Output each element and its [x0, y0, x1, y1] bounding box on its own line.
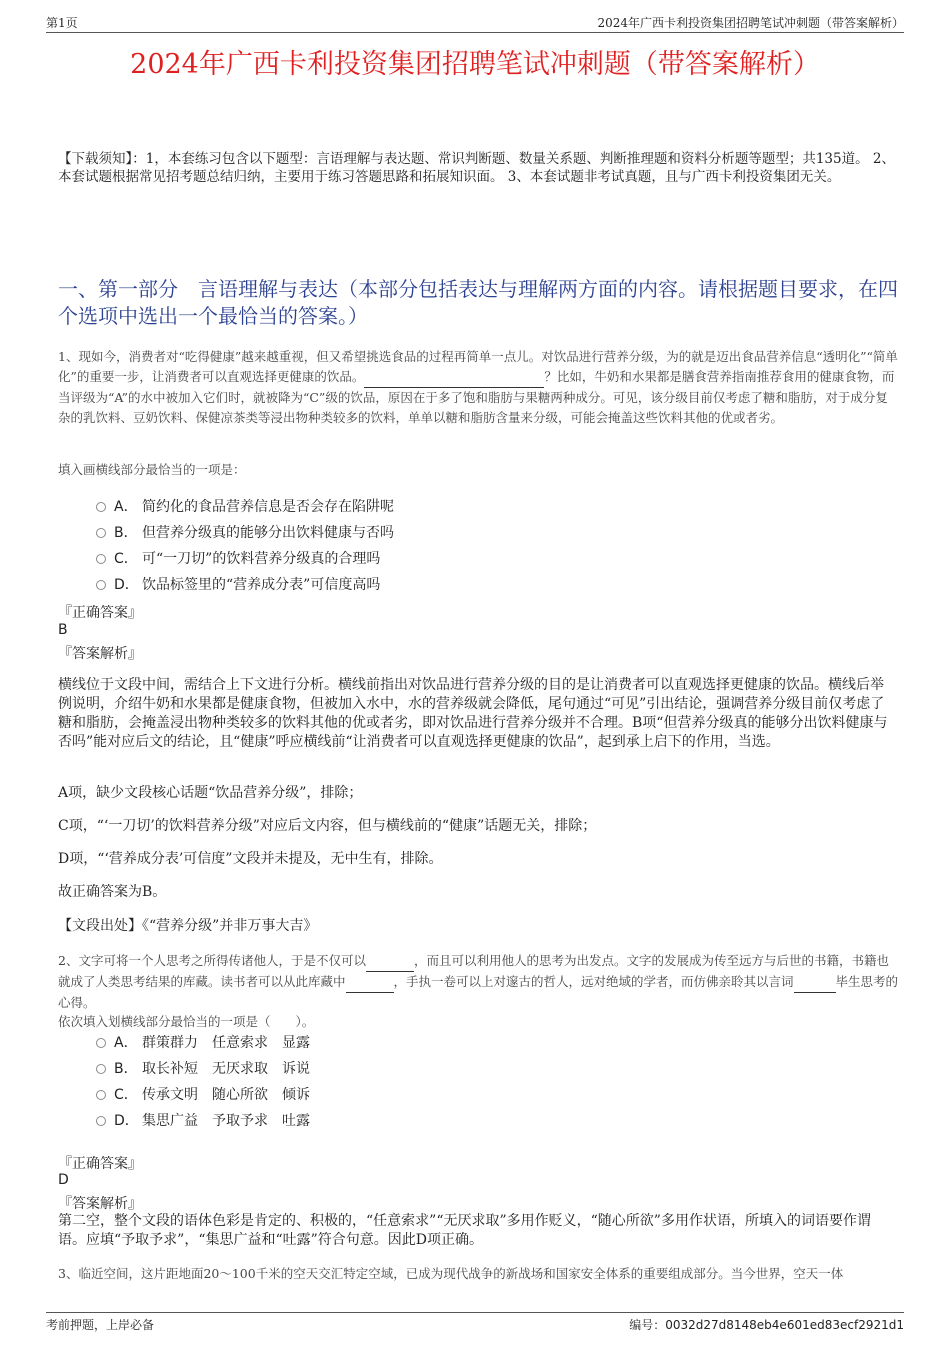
- page-header: [46, 12, 904, 33]
- radio-icon[interactable]: [96, 580, 106, 590]
- header-doc-title: 2024年广西卡利投资集团招聘笔试冲刺题（带答案解析）: [597, 16, 904, 30]
- option-c[interactable]: C． 可“一刀切”的饮料营养分级真的合理吗: [96, 546, 394, 572]
- question-2-prompt: 依次填入划横线部分最恰当的一项是（ ）。: [58, 1014, 315, 1029]
- page-number: 第1页: [46, 16, 78, 30]
- option-d[interactable]: D． 饮品标签里的“营养成分表”可信度高吗: [96, 572, 394, 598]
- analysis-paragraph: 第二空，整个文段的语体色彩是肯定的、积极的，“任意索求”“无厌求取”多用作贬义，“随心所欲”多用作状语，所填入的词语要作谓语。应填“予取予求”，“集思广益和“吐露”符合句意。因此D项正确。: [58, 1213, 871, 1248]
- option-a[interactable]: A． 群策群力 任意索求 显露: [96, 1030, 310, 1056]
- analysis-paragraph: D项，“‘营养成分表’可信度”文段并未提及，无中生有，排除。: [58, 851, 443, 867]
- radio-icon[interactable]: [96, 528, 106, 538]
- analysis-paragraph: 横线位于文段中间，需结合上下文进行分析。横线前指出对饮品进行营养分级的目的是让消费者可以直观选择更健康的饮品。横线后举例说明，介绍牛奶和水果都是健康食物，但被加入水中，水的营养级就会降低，尾句通过“可见”引出结论，强调营养分级目前仅考虑了糖和脂肪，会掩盖浸出物种类较多的饮料其他的优或者劣，即对饮品进行营养分级并不合理。B项“但营养分级真的能够分出饮料健康与否吗”能对应后文的结论，且“健康”呼应横线前“让消费者可以直观选择更健康的饮品”，起到承上启下的作用，当选。: [58, 677, 888, 750]
- question-1-options: [96, 494, 394, 598]
- analysis-label: 『答案解析』: [58, 1196, 142, 1212]
- radio-icon[interactable]: [96, 1038, 106, 1048]
- answer-blank: [364, 367, 544, 388]
- answer-value: D: [58, 1172, 69, 1188]
- analysis-label: 『答案解析』: [58, 646, 142, 662]
- option-a[interactable]: A． 简约化的食品营养信息是否会存在陷阱呢: [96, 494, 394, 520]
- source-citation: 【文段出处】《“营养分级”并非万事大吉》: [58, 918, 318, 934]
- answer-blank: [794, 972, 836, 993]
- answer-label: 『正确答案』: [58, 1156, 142, 1172]
- section-heading: 一、第一部分 言语理解与表达（本部分包括表达与理解两方面的内容。请根据题目要求，在四个选项中选出一个最恰当的答案。）: [58, 277, 898, 328]
- option-c[interactable]: C． 传承文明 随心所欲 倾诉: [96, 1082, 310, 1108]
- option-b[interactable]: B． 取长补短 无厌求取 诉说: [96, 1056, 310, 1082]
- analysis-paragraph: A项，缺少文段核心话题“饮品营养分级”，排除；: [58, 785, 363, 801]
- page-footer: [46, 1312, 904, 1333]
- analysis-paragraph: C项，“‘一刀切’的饮料营养分级”对应后文内容，但与横线前的“健康”话题无关，排除；: [58, 818, 597, 834]
- radio-icon[interactable]: [96, 502, 106, 512]
- radio-icon[interactable]: [96, 1064, 106, 1074]
- question-1-prompt: 填入画横线部分最恰当的一项是：: [58, 462, 246, 477]
- answer-blank: [346, 972, 394, 993]
- radio-icon[interactable]: [96, 1116, 106, 1126]
- question-1-stem: 1、现如今，消费者对“吃得健康”越来越重视，但又希望挑选食品的过程再简单一点儿。对饮品进行营养分级，为的就是迈出食品营养信息“透明化”“简单化”的重要一步，让消费者可以直观选择更健康的饮品。 ？比如，牛奶和水果都是膳食营养指南推荐食用的健康食物，而当评级为“A”的水中被加入它们时，就被降为“C”级的饮品，原因在于多了饱和脂肪与果糖两种成分。可见，该分级目前仅考虑了糖和脂肪，对于成分复杂的乳饮料、豆奶饮料、保健凉茶类等浸出物种类较多的饮料，单单以糖和脂肪含量来分级，可能会掩盖这些饮料其他的优或者劣。: [58, 349, 898, 425]
- question-2-stem: 2、文字可将一个人思考之所得传诸他人，于是不仅可以 ，而且可以利用他人的思考为出发点。文字的发展成为传至远方与后世的书籍，书籍也就成了人类思考结果的库藏。读书者可以从此库藏中 ，手执一卷可以上对邃古的哲人，远对绝域的学者，而仿佛亲聆其以言词 毕生思考的心得。: [58, 953, 899, 1010]
- answer-label: 『正确答案』: [58, 605, 142, 621]
- answer-value: B: [58, 622, 68, 638]
- document-code: 编号：0032d27d8148eb4e601ed83ecf2921d1: [629, 1318, 904, 1332]
- question-2-options: [96, 1030, 310, 1134]
- footer-slogan: 考前押题，上岸必备: [46, 1318, 155, 1332]
- option-d[interactable]: D． 集思广益 予取予求 吐露: [96, 1108, 310, 1134]
- document-title: 2024年广西卡利投资集团招聘笔试冲刺题（带答案解析）: [130, 49, 820, 80]
- radio-icon[interactable]: [96, 1090, 106, 1100]
- analysis-paragraph: 故正确答案为B。: [58, 884, 167, 900]
- question-3-stem: 3、临近空间，这片距地面20～100千米的空天交汇特定空域，已成为现代战争的新战场和国家安全体系的重要组成部分。当今世界，空天一体: [58, 1266, 844, 1281]
- download-notice: 【下载须知】：1，本套练习包含以下题型：言语理解与表达题、常识判断题、数量关系题、判断推理题和资料分析题等题型；共135道。 2、本套试题根据常见招考题总结归纳，主要用于练习答题思路和拓展知识面。 3、本套试题非考试真题，且与广西卡利投资集团无关。: [58, 151, 895, 185]
- radio-icon[interactable]: [96, 554, 106, 564]
- answer-blank: [366, 951, 414, 972]
- option-b[interactable]: B． 但营养分级真的能够分出饮料健康与否吗: [96, 520, 394, 546]
